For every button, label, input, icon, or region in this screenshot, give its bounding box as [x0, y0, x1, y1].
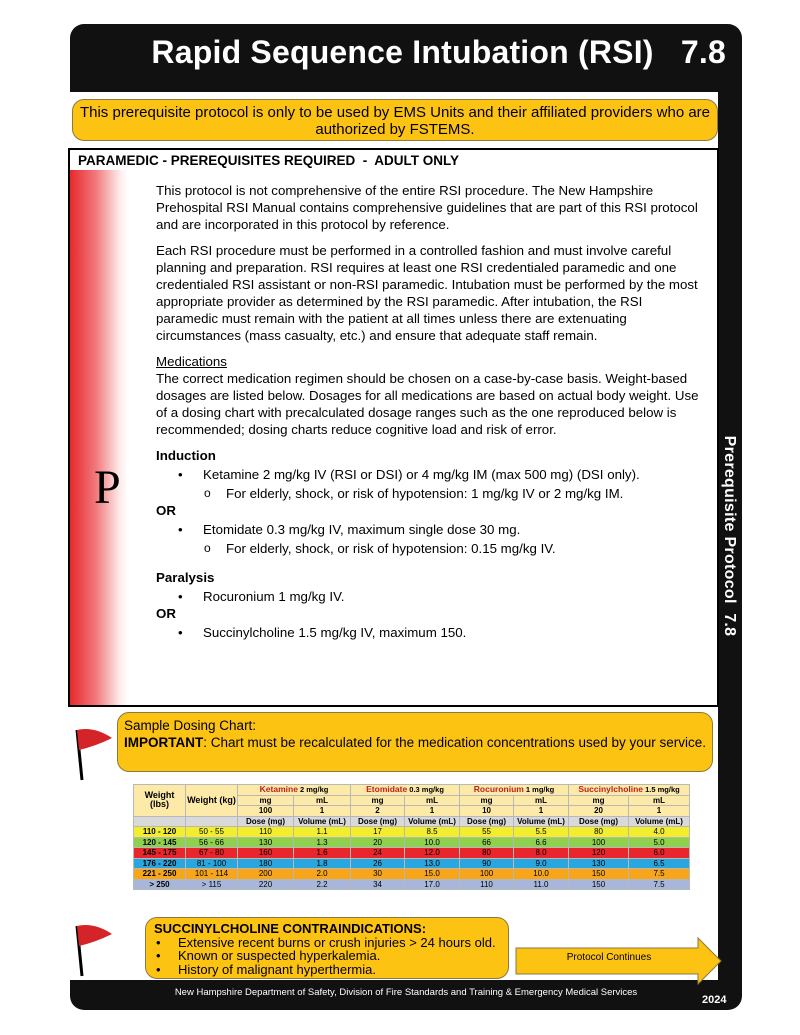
- conc-ml: 1: [294, 806, 351, 817]
- volume-label: Volume (mL): [294, 816, 351, 827]
- protocol-box: [68, 148, 719, 707]
- weight-kg-cell: 56 - 66: [186, 837, 238, 848]
- footer-text: New Hampshire Department of Safety, Division of Fire Standards and Training & Emergency Medical Services: [174, 987, 638, 998]
- dosing-row: [134, 879, 690, 890]
- blank-cell: [134, 816, 186, 827]
- volume-cell: 1.1: [294, 827, 351, 838]
- weight-kg-cell: 67 - 80: [186, 848, 238, 859]
- or-label: OR: [156, 503, 176, 518]
- dose-cell: 26: [351, 858, 405, 869]
- paralysis-heading: Paralysis: [156, 570, 215, 585]
- prereq-heading: PARAMEDIC - PREREQUISITES REQUIRED - ADULT ONLY: [78, 153, 460, 168]
- dose-cell: 20: [351, 837, 405, 848]
- ml-label: mL: [405, 795, 460, 806]
- volume-cell: 7.5: [629, 869, 690, 880]
- volume-label: Volume (mL): [514, 816, 569, 827]
- mg-label: mg: [238, 795, 294, 806]
- volume-cell: 1.6: [294, 848, 351, 859]
- weight-kg-cell: 81 - 100: [186, 858, 238, 869]
- conc-mg: 20: [569, 806, 629, 817]
- dose-cell: 180: [238, 858, 294, 869]
- red-flag-icon: [70, 920, 116, 978]
- dose-cell: 66: [460, 837, 514, 848]
- induction-etomidate: • Etomidate 0.3 mg/kg IV, maximum single dose 30 mg.: [156, 521, 701, 538]
- side-label-text: Prerequisite Protocol 7.8: [721, 435, 738, 637]
- induction-heading: Induction: [156, 448, 216, 463]
- weight-lbs-cell: 221 - 250: [134, 869, 186, 880]
- volume-cell: 10.0: [514, 869, 569, 880]
- dose-cell: 24: [351, 848, 405, 859]
- dose-cell: 80: [460, 848, 514, 859]
- red-flag-icon: [70, 724, 116, 782]
- drug-name: Etomidate: [366, 784, 408, 794]
- volume-cell: 6.5: [629, 858, 690, 869]
- weight-kg-cell: > 115: [186, 879, 238, 890]
- volume-cell: 15.0: [405, 869, 460, 880]
- important-label: IMPORTANT: [124, 735, 204, 750]
- contraindications-title: SUCCINYLCHOLINE CONTRAINDICATIONS:: [154, 921, 427, 936]
- volume-cell: 7.5: [629, 879, 690, 890]
- sample-important: [124, 734, 706, 751]
- dose-cell: 17: [351, 827, 405, 838]
- dosing-row: [134, 827, 690, 838]
- dosing-row: [134, 837, 690, 848]
- conc-ml: 1: [405, 806, 460, 817]
- volume-cell: 5.0: [629, 837, 690, 848]
- conc-ml: 1: [629, 806, 690, 817]
- important-text: : Chart must be recalculated for the medication concentrations used by your service.: [203, 735, 706, 750]
- dosing-chart-body: [134, 785, 690, 890]
- volume-label: Volume (mL): [629, 816, 690, 827]
- contraindication-item: • Known or suspected hyperkalemia.: [154, 949, 500, 963]
- volume-cell: 6.6: [514, 837, 569, 848]
- conc-mg: 100: [238, 806, 294, 817]
- dose-label: Dose (mg): [569, 816, 629, 827]
- paralysis-succinylcholine: • Succinylcholine 1.5 mg/kg IV, maximum 150.: [156, 624, 701, 641]
- weight-kg-cell: 101 - 114: [186, 869, 238, 880]
- protocol-continues-label[interactable]: Protocol Continues: [566, 952, 652, 963]
- drug-name: Succinylcholine: [578, 784, 644, 794]
- dose-cell: 80: [569, 827, 629, 838]
- volume-cell: 8.0: [514, 848, 569, 859]
- volume-cell: 4.0: [629, 827, 690, 838]
- dose-cell: 100: [569, 837, 629, 848]
- volume-label: Volume (mL): [405, 816, 460, 827]
- contraindication-item: • History of malignant hyperthermia.: [154, 963, 500, 977]
- volume-cell: 17.0: [405, 879, 460, 890]
- volume-cell: 13.0: [405, 858, 460, 869]
- weight-lbs-header: Weight (lbs): [134, 785, 186, 817]
- mg-label: mg: [569, 795, 629, 806]
- or-label: OR: [156, 606, 176, 621]
- dose-cell: 120: [569, 848, 629, 859]
- page-title: Rapid Sequence Intubation (RSI) 7.8: [151, 34, 726, 70]
- conc-mg: 2: [351, 806, 405, 817]
- dose-cell: 110: [238, 827, 294, 838]
- drug-header-etomidate: [351, 785, 460, 796]
- volume-cell: 1.8: [294, 858, 351, 869]
- contraindication-item: • Extensive recent burns or crush injuries > 24 hours old.: [154, 936, 500, 950]
- dose-cell: 100: [460, 869, 514, 880]
- procedure-paragraph: Each RSI procedure must be performed in a controlled fashion and must involve careful planning and preparation. RSI requires at least one RSI credentialed paramedic and one credentialed RSI assistant or non-RSI paramedic. Intubation must be performed by the most appropriate provider as determined by the RSI paramedic. After intubation, the RSI paramedic must remain with the patient at all times unless there are extenuating circumstances (mass casualty, etc.) and ensure that adequate staff remain.: [156, 243, 698, 343]
- medications-heading: Medications: [156, 354, 227, 369]
- volume-cell: 12.0: [405, 848, 460, 859]
- dose-label: Dose (mg): [351, 816, 405, 827]
- dose-cell: 30: [351, 869, 405, 880]
- drug-header-rocuronium: [460, 785, 569, 796]
- protocol-content: [156, 182, 701, 641]
- weight-lbs-cell: 145 - 175: [134, 848, 186, 859]
- induction-ketamine-sub: o For elderly, shock, or risk of hypotension: 1 mg/kg IV or 2 mg/kg IM.: [156, 485, 701, 502]
- weight-kg-cell: 50 - 55: [186, 827, 238, 838]
- volume-cell: 11.0: [514, 879, 569, 890]
- volume-cell: 9.0: [514, 858, 569, 869]
- weight-lbs-cell: 110 - 120: [134, 827, 186, 838]
- dose-cell: 150: [569, 879, 629, 890]
- drug-concentration: 1 mg/kg: [523, 785, 555, 794]
- dose-cell: 90: [460, 858, 514, 869]
- weight-lbs-cell: > 250: [134, 879, 186, 890]
- paralysis-rocuronium: • Rocuronium 1 mg/kg IV.: [156, 588, 701, 605]
- dosing-row: [134, 858, 690, 869]
- dose-cell: 34: [351, 879, 405, 890]
- volume-cell: 2.2: [294, 879, 351, 890]
- footer-year: 2024: [702, 994, 727, 1006]
- weight-lbs-cell: 176 - 220: [134, 858, 186, 869]
- conc-ml: 1: [514, 806, 569, 817]
- conc-mg: 10: [460, 806, 514, 817]
- volume-cell: 10.0: [405, 837, 460, 848]
- drug-name: Rocuronium: [473, 784, 524, 794]
- medications-text: The correct medication regimen should be chosen on a case-by-case basis. Weight-based dosages are listed below. Dosages for all medications are based on actual body weight. Use of a dosing chart with precalculated dosage ranges such as the one reproduced below is recommended; dosing charts reduce cognitive load and risk of error.: [156, 371, 699, 437]
- drug-concentration: 1.5 mg/kg: [643, 785, 680, 794]
- dose-cell: 150: [569, 869, 629, 880]
- drug-header-ketamine: [238, 785, 351, 796]
- dose-cell: 160: [238, 848, 294, 859]
- drug-header-succinylcholine: [569, 785, 690, 796]
- dose-cell: 200: [238, 869, 294, 880]
- contraindications-box: [145, 917, 509, 979]
- weight-lbs-cell: 120 - 145: [134, 837, 186, 848]
- dose-cell: 110: [460, 879, 514, 890]
- prerequisite-notice: This prerequisite protocol is only to be used by EMS Units and their affiliated providers who are authorized by FSTEMS.: [72, 99, 718, 141]
- volume-cell: 2.0: [294, 869, 351, 880]
- dosing-chart: [133, 784, 690, 890]
- level-bar: [70, 170, 128, 705]
- sample-dosing-callout: [117, 712, 713, 772]
- volume-cell: 5.5: [514, 827, 569, 838]
- induction-etomidate-sub: o For elderly, shock, or risk of hypotension: 0.15 mg/kg IV.: [156, 540, 701, 557]
- dose-cell: 220: [238, 879, 294, 890]
- blank-cell: [186, 816, 238, 827]
- dose-label: Dose (mg): [460, 816, 514, 827]
- volume-cell: 8.5: [405, 827, 460, 838]
- volume-cell: 1.3: [294, 837, 351, 848]
- intro-paragraph: This protocol is not comprehensive of the entire RSI procedure. The New Hampshire Prehospital RSI Manual contains comprehensive guidelines that are part of this RSI protocol and are incorporated in this protocol by reference.: [156, 183, 698, 232]
- drug-name: Ketamine: [259, 784, 298, 794]
- weight-kg-header: Weight (kg): [186, 785, 238, 817]
- ml-label: mL: [294, 795, 351, 806]
- dosing-row: [134, 848, 690, 859]
- drug-concentration: 0.3 mg/kg: [407, 785, 444, 794]
- dose-cell: 55: [460, 827, 514, 838]
- drug-concentration: 2 mg/kg: [297, 785, 329, 794]
- induction-ketamine: • Ketamine 2 mg/kg IV (RSI or DSI) or 4 mg/kg IM (max 500 mg) (DSI only).: [156, 466, 701, 483]
- mg-label: mg: [351, 795, 405, 806]
- mg-label: mg: [460, 795, 514, 806]
- dose-cell: 130: [238, 837, 294, 848]
- ml-label: mL: [629, 795, 690, 806]
- dosing-row: [134, 869, 690, 880]
- dose-label: Dose (mg): [238, 816, 294, 827]
- dose-cell: 130: [569, 858, 629, 869]
- level-letter: P: [94, 461, 121, 514]
- ml-label: mL: [514, 795, 569, 806]
- volume-cell: 6.0: [629, 848, 690, 859]
- sample-title: Sample Dosing Chart:: [124, 718, 257, 733]
